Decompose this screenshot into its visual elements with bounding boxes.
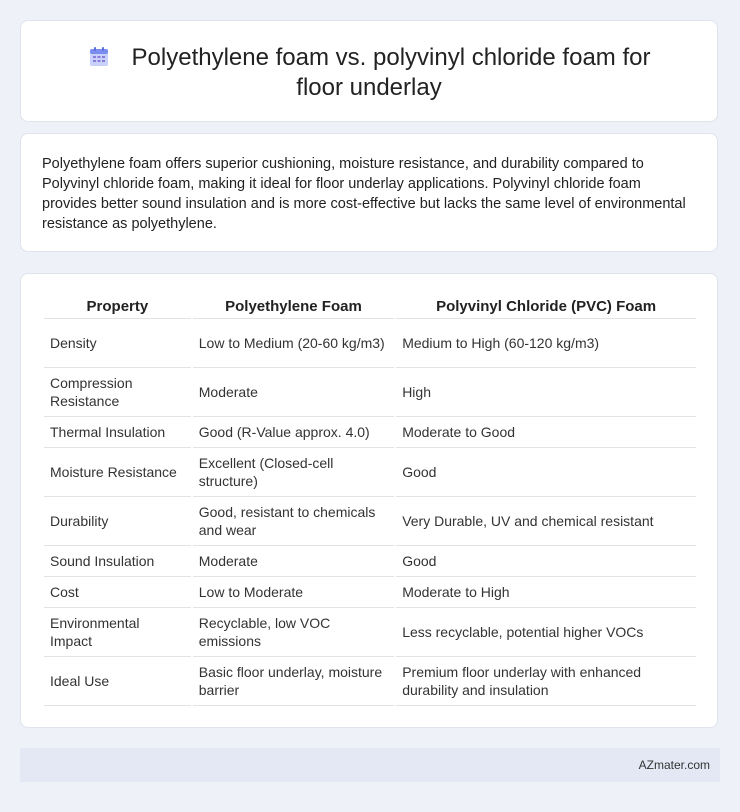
polyethylene-cell: Good, resistant to chemicals and wear bbox=[193, 497, 394, 546]
polyethylene-cell: Recyclable, low VOC emissions bbox=[193, 608, 394, 657]
table-row bbox=[44, 608, 696, 657]
pvc-cell: Less recyclable, potential higher VOCs bbox=[396, 608, 696, 657]
comparison-card bbox=[20, 273, 718, 728]
calendar-icon bbox=[88, 46, 110, 68]
pvc-cell: Premium floor underlay with enhanced durability and insulation bbox=[396, 657, 696, 706]
property-cell: Environmental Impact bbox=[44, 608, 191, 657]
property-cell: Thermal Insulation bbox=[44, 417, 191, 448]
header-polyethylene: Polyethylene Foam bbox=[193, 294, 394, 319]
page-title: Polyethylene foam vs. polyvinyl chloride foam for floor underlay bbox=[131, 44, 651, 101]
polyethylene-cell: Basic floor underlay, moisture barrier bbox=[193, 657, 394, 706]
polyethylene-cell: Low to Moderate bbox=[193, 577, 394, 608]
summary-text: Polyethylene foam offers superior cushioning, moisture resistance, and durability compared to Polyvinyl chloride foam, making it ideal for floor underlay applications. Polyvinyl chloride foam provides better sound insulation and is more cost-effective but lacks the same level of environmental resistance as polyethylene. bbox=[42, 156, 686, 232]
title-card bbox=[20, 20, 718, 122]
table-row bbox=[44, 448, 696, 497]
title-row bbox=[61, 43, 677, 103]
polyethylene-cell: Good (R-Value approx. 4.0) bbox=[193, 417, 394, 448]
table-row bbox=[44, 657, 696, 706]
table-row bbox=[44, 497, 696, 546]
property-cell: Ideal Use bbox=[44, 657, 191, 706]
pvc-cell: Good bbox=[396, 546, 696, 577]
pvc-cell: Moderate to Good bbox=[396, 417, 696, 448]
table-row bbox=[44, 368, 696, 417]
table-row bbox=[44, 417, 696, 448]
property-cell: Durability bbox=[44, 497, 191, 546]
property-cell: Cost bbox=[44, 577, 191, 608]
polyethylene-cell: Excellent (Closed-cell structure) bbox=[193, 448, 394, 497]
header-pvc: Polyvinyl Chloride (PVC) Foam bbox=[396, 294, 696, 319]
footer-site-link[interactable]: AZmater.com bbox=[638, 758, 710, 772]
pvc-cell: Good bbox=[396, 448, 696, 497]
table-header-row bbox=[44, 294, 696, 319]
table-row bbox=[44, 546, 696, 577]
polyethylene-cell: Moderate bbox=[193, 368, 394, 417]
pvc-cell: High bbox=[396, 368, 696, 417]
summary-card bbox=[20, 133, 718, 252]
pvc-cell: Medium to High (60-120 kg/m3) bbox=[396, 319, 696, 368]
property-cell: Moisture Resistance bbox=[44, 448, 191, 497]
footer-bar bbox=[20, 748, 720, 782]
property-cell: Compression Resistance bbox=[44, 368, 191, 417]
property-cell: Sound Insulation bbox=[44, 546, 191, 577]
property-cell: Density bbox=[44, 319, 191, 368]
comparison-table bbox=[42, 294, 698, 706]
header-property: Property bbox=[44, 294, 191, 319]
pvc-cell: Very Durable, UV and chemical resistant bbox=[396, 497, 696, 546]
polyethylene-cell: Low to Medium (20-60 kg/m3) bbox=[193, 319, 394, 368]
table-row bbox=[44, 319, 696, 368]
table-row bbox=[44, 577, 696, 608]
polyethylene-cell: Moderate bbox=[193, 546, 394, 577]
pvc-cell: Moderate to High bbox=[396, 577, 696, 608]
